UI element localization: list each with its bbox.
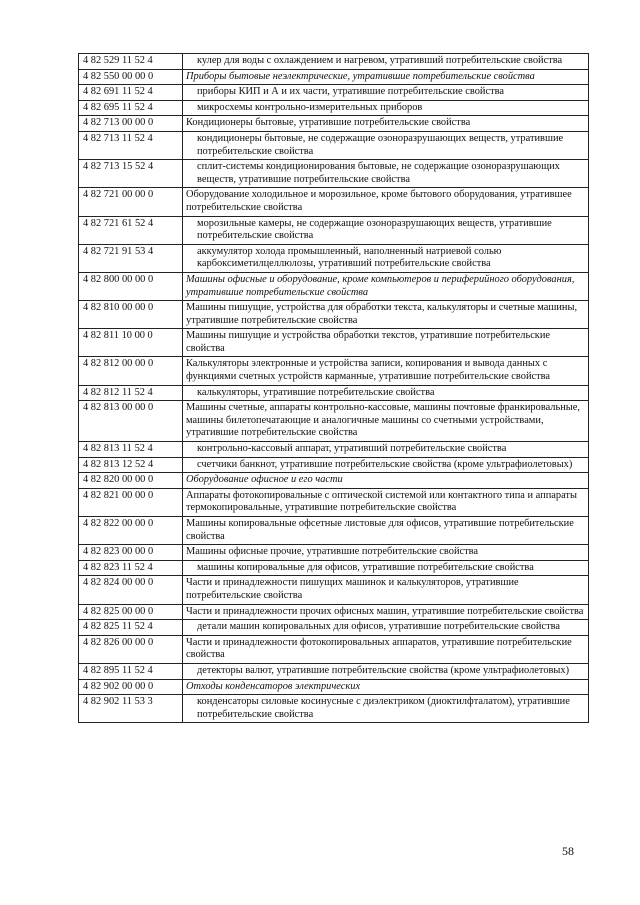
- waste-code-cell: 4 82 823 11 52 4: [79, 560, 183, 576]
- waste-description-cell: Части и принадлежности пишущих машинок и калькуляторов, утратившие потребительские свойства: [183, 576, 589, 604]
- table-body: [79, 54, 589, 723]
- table-row: [79, 663, 589, 679]
- table-row: [79, 85, 589, 101]
- table-row: [79, 301, 589, 329]
- table-row: [79, 54, 589, 70]
- waste-description-cell: Оборудование холодильное и морозильное, кроме бытового оборудования, утратившее потребительские свойства: [183, 188, 589, 216]
- waste-description-cell: Машины офисные и оборудование, кроме компьютеров и периферийного оборудования, утратившие потребительские свойства: [183, 272, 589, 300]
- waste-description-cell: Машины счетные, аппараты контрольно-кассовые, машины почтовые франкировальные, машины билетопечатающие и аналогичные машины со счетными устройствами, утратившие потребительские свойства: [183, 401, 589, 442]
- waste-code-cell: 4 82 902 11 53 3: [79, 695, 183, 723]
- table-row: [79, 69, 589, 85]
- waste-description-cell: Машины офисные прочие, утратившие потребительские свойства: [183, 545, 589, 561]
- table-row: [79, 272, 589, 300]
- waste-code-cell: 4 82 824 00 00 0: [79, 576, 183, 604]
- table-row: [79, 457, 589, 473]
- waste-code-cell: 4 82 813 11 52 4: [79, 442, 183, 458]
- table-row: [79, 116, 589, 132]
- table-row: [79, 244, 589, 272]
- table-row: [79, 679, 589, 695]
- waste-code-cell: 4 82 826 00 00 0: [79, 635, 183, 663]
- waste-description-cell: Приборы бытовые неэлектрические, утратившие потребительские свойства: [183, 69, 589, 85]
- waste-code-cell: 4 82 820 00 00 0: [79, 473, 183, 489]
- waste-description-cell: кондиционеры бытовые, не содержащие озоноразрушающих веществ, утратившие потребительские свойства: [183, 131, 589, 159]
- table-row: [79, 545, 589, 561]
- waste-description-cell: контрольно-кассовый аппарат, утративший потребительские свойства: [183, 442, 589, 458]
- waste-code-cell: 4 82 713 00 00 0: [79, 116, 183, 132]
- table-row: [79, 442, 589, 458]
- table-row: [79, 329, 589, 357]
- waste-code-cell: 4 82 895 11 52 4: [79, 663, 183, 679]
- table-row: [79, 100, 589, 116]
- table-row: [79, 473, 589, 489]
- waste-description-cell: калькуляторы, утратившие потребительские свойства: [183, 385, 589, 401]
- waste-description-cell: морозильные камеры, не содержащие озоноразрушающих веществ, утратившие потребительские свойства: [183, 216, 589, 244]
- waste-code-cell: 4 82 810 00 00 0: [79, 301, 183, 329]
- table-row: [79, 160, 589, 188]
- waste-description-cell: Машины пишущие и устройства обработки текстов, утратившие потребительские свойства: [183, 329, 589, 357]
- waste-code-cell: 4 82 812 00 00 0: [79, 357, 183, 385]
- waste-description-cell: сплит-системы кондиционирования бытовые, не содержащие озоноразрушающих веществ, утратившие потребительские свойства: [183, 160, 589, 188]
- waste-description-cell: кулер для воды с охлаждением и нагревом, утративший потребительские свойства: [183, 54, 589, 70]
- waste-code-cell: 4 82 713 11 52 4: [79, 131, 183, 159]
- waste-description-cell: конденсаторы силовые косинусные с диэлектриком (диоктилфталатом), утратившие потребительские свойства: [183, 695, 589, 723]
- waste-description-cell: аккумулятор холода промышленный, наполненный натриевой солью карбоксиметилцеллюлозы, утративший потребительские свойства: [183, 244, 589, 272]
- waste-description-cell: Части и принадлежности прочих офисных машин, утратившие потребительские свойства: [183, 604, 589, 620]
- waste-description-cell: приборы КИП и А и их части, утратившие потребительские свойства: [183, 85, 589, 101]
- table-row: [79, 357, 589, 385]
- waste-description-cell: микросхемы контрольно-измерительных приборов: [183, 100, 589, 116]
- waste-code-cell: 4 82 529 11 52 4: [79, 54, 183, 70]
- table-row: [79, 401, 589, 442]
- waste-description-cell: Оборудование офисное и его части: [183, 473, 589, 489]
- waste-code-cell: 4 82 823 00 00 0: [79, 545, 183, 561]
- table-row: [79, 695, 589, 723]
- waste-description-cell: Калькуляторы электронные и устройства записи, копирования и вывода данных с функциями счетных устройств карманные, утратившие потребительские свойства: [183, 357, 589, 385]
- waste-code-cell: 4 82 813 12 52 4: [79, 457, 183, 473]
- waste-code-cell: 4 82 550 00 00 0: [79, 69, 183, 85]
- waste-classifier-table: [78, 53, 589, 723]
- table-row: [79, 604, 589, 620]
- table-row: [79, 560, 589, 576]
- table-row: [79, 517, 589, 545]
- waste-code-cell: 4 82 812 11 52 4: [79, 385, 183, 401]
- waste-description-cell: Кондиционеры бытовые, утратившие потребительские свойства: [183, 116, 589, 132]
- waste-description-cell: детекторы валют, утратившие потребительские свойства (кроме ультрафиолетовых): [183, 663, 589, 679]
- waste-code-cell: 4 82 721 00 00 0: [79, 188, 183, 216]
- waste-code-cell: 4 82 811 10 00 0: [79, 329, 183, 357]
- waste-code-cell: 4 82 691 11 52 4: [79, 85, 183, 101]
- waste-code-cell: 4 82 721 61 52 4: [79, 216, 183, 244]
- waste-code-cell: 4 82 825 00 00 0: [79, 604, 183, 620]
- waste-code-cell: 4 82 800 00 00 0: [79, 272, 183, 300]
- table-row: [79, 620, 589, 636]
- table-row: [79, 188, 589, 216]
- waste-description-cell: Части и принадлежности фотокопировальных аппаратов, утратившие потребительские свойства: [183, 635, 589, 663]
- waste-code-cell: 4 82 822 00 00 0: [79, 517, 183, 545]
- page-number: 58: [562, 844, 574, 858]
- waste-code-cell: 4 82 713 15 52 4: [79, 160, 183, 188]
- table-row: [79, 385, 589, 401]
- waste-code-cell: 4 82 821 00 00 0: [79, 488, 183, 516]
- waste-code-cell: 4 82 813 00 00 0: [79, 401, 183, 442]
- table-row: [79, 488, 589, 516]
- waste-description-cell: Отходы конденсаторов электрических: [183, 679, 589, 695]
- table-row: [79, 635, 589, 663]
- waste-code-cell: 4 82 695 11 52 4: [79, 100, 183, 116]
- waste-description-cell: детали машин копировальных для офисов, утратившие потребительские свойства: [183, 620, 589, 636]
- table-row: [79, 576, 589, 604]
- waste-code-cell: 4 82 825 11 52 4: [79, 620, 183, 636]
- waste-description-cell: Машины копировальные офсетные листовые для офисов, утратившие потребительские свойства: [183, 517, 589, 545]
- table-row: [79, 216, 589, 244]
- waste-description-cell: Машины пишущие, устройства для обработки текста, калькуляторы и счетные машины, утратившие потребительские свойства: [183, 301, 589, 329]
- waste-description-cell: счетчики банкнот, утратившие потребительские свойства (кроме ультрафиолетовых): [183, 457, 589, 473]
- table-row: [79, 131, 589, 159]
- waste-description-cell: Аппараты фотокопировальные с оптической системой или контактного типа и аппараты термокопировальные, утратившие потребительские свойства: [183, 488, 589, 516]
- waste-description-cell: машины копировальные для офисов, утратившие потребительские свойства: [183, 560, 589, 576]
- waste-code-cell: 4 82 902 00 00 0: [79, 679, 183, 695]
- waste-code-cell: 4 82 721 91 53 4: [79, 244, 183, 272]
